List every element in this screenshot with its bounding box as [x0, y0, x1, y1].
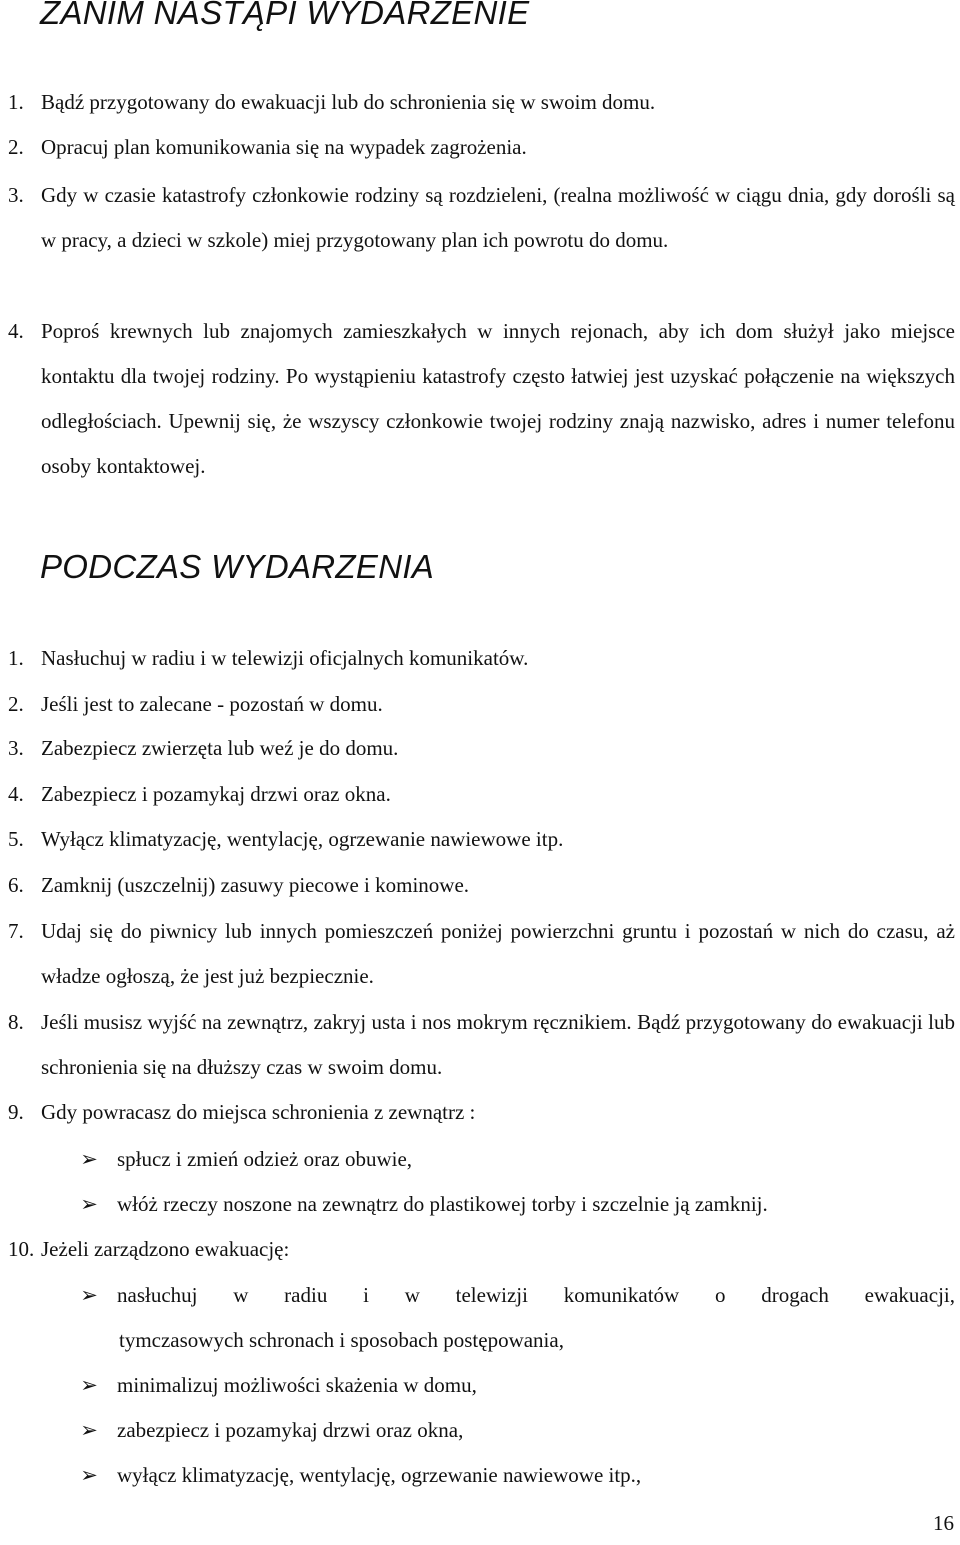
list-item [0, 909, 955, 999]
item-number: 4. [8, 319, 24, 343]
item-number: 6. [8, 873, 24, 897]
item-text: Udaj się do piwnicy lub innych pomieszczeń poniżej powierzchni gruntu i pozostań w nich do czasu, aż władze ogłoszą, że jest już bezpiecznie. [41, 919, 955, 988]
bullet-text: wyłącz klimatyzację, wentylację, ogrzewanie nawiewowe itp., [117, 1463, 642, 1487]
bullet-item [0, 1182, 955, 1227]
item-number: 8. [8, 1010, 24, 1034]
item-text: Gdy w czasie katastrofy członkowie rodziny są rozdzieleni, (realna możliwość w ciągu dnia, gdy dorośli są w pracy, a dzieci w szkole) miej przygotowany plan ich powrotu do domu. [41, 183, 955, 252]
section-heading-during: PODCZAS WYDARZENIA [40, 548, 435, 585]
item-number: 7. [8, 919, 24, 943]
bullet-item [0, 1273, 955, 1318]
item-number: 3. [8, 736, 24, 760]
item-text: Jeśli musisz wyjść na zewnątrz, zakryj usta i nos mokrym ręcznikiem. Bądź przygotowany do ewakuacji lub schronienia się na dłuższy czas w swoim domu. [41, 1010, 955, 1079]
list-item [0, 1090, 955, 1135]
bullet-item [0, 1137, 955, 1182]
list-item [0, 682, 955, 727]
item-number: 1. [8, 646, 24, 670]
bullet-item [0, 1363, 955, 1408]
bullet-text: zabezpiecz i pozamykaj drzwi oraz okna, [117, 1418, 464, 1442]
item-number: 10. [8, 1237, 35, 1261]
bullet-text: spłucz i zmień odzież oraz obuwie, [117, 1147, 413, 1171]
arrow-bullet-icon: ➢ [80, 1418, 98, 1442]
item-number: 5. [8, 827, 24, 851]
item-number: 4. [8, 782, 24, 806]
list-item [0, 636, 955, 681]
list-item [0, 1227, 955, 1272]
item-text: Zabezpiecz i pozamykaj drzwi oraz okna. [41, 782, 391, 806]
item10-bullet-list [0, 1273, 955, 1498]
item-number: 1. [8, 90, 24, 114]
item-text: Zabezpiecz zwierzęta lub weź je do domu. [41, 736, 399, 760]
bullet-item [0, 1453, 955, 1498]
section-heading-before: ZANIM NASTĄPI WYDARZENIE [40, 0, 530, 31]
bullet-item-continuation [0, 1318, 955, 1363]
bullet-text: tymczasowych schronach i sposobach postępowania, [119, 1328, 564, 1352]
arrow-bullet-icon: ➢ [80, 1192, 98, 1216]
bullet-text: minimalizuj możliwości skażenia w domu, [117, 1373, 477, 1397]
arrow-bullet-icon: ➢ [80, 1283, 98, 1307]
item-number: 2. [8, 135, 24, 159]
bullet-text: nasłuchuj w radiu i w telewizji komunikatów o drogach ewakuacji, [117, 1283, 955, 1307]
item-text: Gdy powracasz do miejsca schronienia z zewnątrz : [41, 1100, 476, 1124]
item-text: Poproś krewnych lub znajomych zamieszkałych w innych rejonach, aby ich dom służył jako miejsce kontaktu dla twojej rodziny. Po wystąpieniu katastrofy często łatwiej jest uzyskać połączenie na większych odległościach. Upewnij się, że wszyscy członkowie twojej rodziny znają nazwisko, adres i numer telefonu osoby kontaktowej. [41, 319, 955, 478]
list-item [0, 173, 955, 263]
item-text: Bądź przygotowany do ewakuacji lub do schronienia się w swoim domu. [41, 90, 656, 114]
list-item [0, 772, 955, 817]
arrow-bullet-icon: ➢ [80, 1147, 98, 1171]
item-number: 9. [8, 1100, 24, 1124]
item9-bullet-list [0, 1137, 955, 1227]
arrow-bullet-icon: ➢ [80, 1373, 98, 1397]
list-item [0, 1000, 955, 1090]
item-text: Jeśli jest to zalecane - pozostań w domu. [41, 692, 383, 716]
list-item [0, 726, 955, 771]
list-item [0, 125, 955, 170]
list-item [0, 863, 955, 908]
page-number: 16 [933, 1511, 954, 1535]
item-text: Zamknij (uszczelnij) zasuwy piecowe i kominowe. [41, 873, 470, 897]
item-text: Wyłącz klimatyzację, wentylację, ogrzewanie nawiewowe itp. [41, 827, 564, 851]
item-text: Opracuj plan komunikowania się na wypadek zagrożenia. [41, 135, 527, 159]
list-item [0, 309, 955, 489]
bullet-item [0, 1408, 955, 1453]
list-item [0, 80, 955, 125]
item-number: 3. [8, 183, 24, 207]
bullet-text: włóż rzeczy noszone na zewnątrz do plastikowej torby i szczelnie ją zamknij. [117, 1192, 768, 1216]
item-text: Jeżeli zarządzono ewakuację: [41, 1237, 290, 1261]
item-text: Nasłuchuj w radiu i w telewizji oficjalnych komunikatów. [41, 646, 529, 670]
arrow-bullet-icon: ➢ [80, 1463, 98, 1487]
item-number: 2. [8, 692, 24, 716]
list-item [0, 817, 955, 862]
